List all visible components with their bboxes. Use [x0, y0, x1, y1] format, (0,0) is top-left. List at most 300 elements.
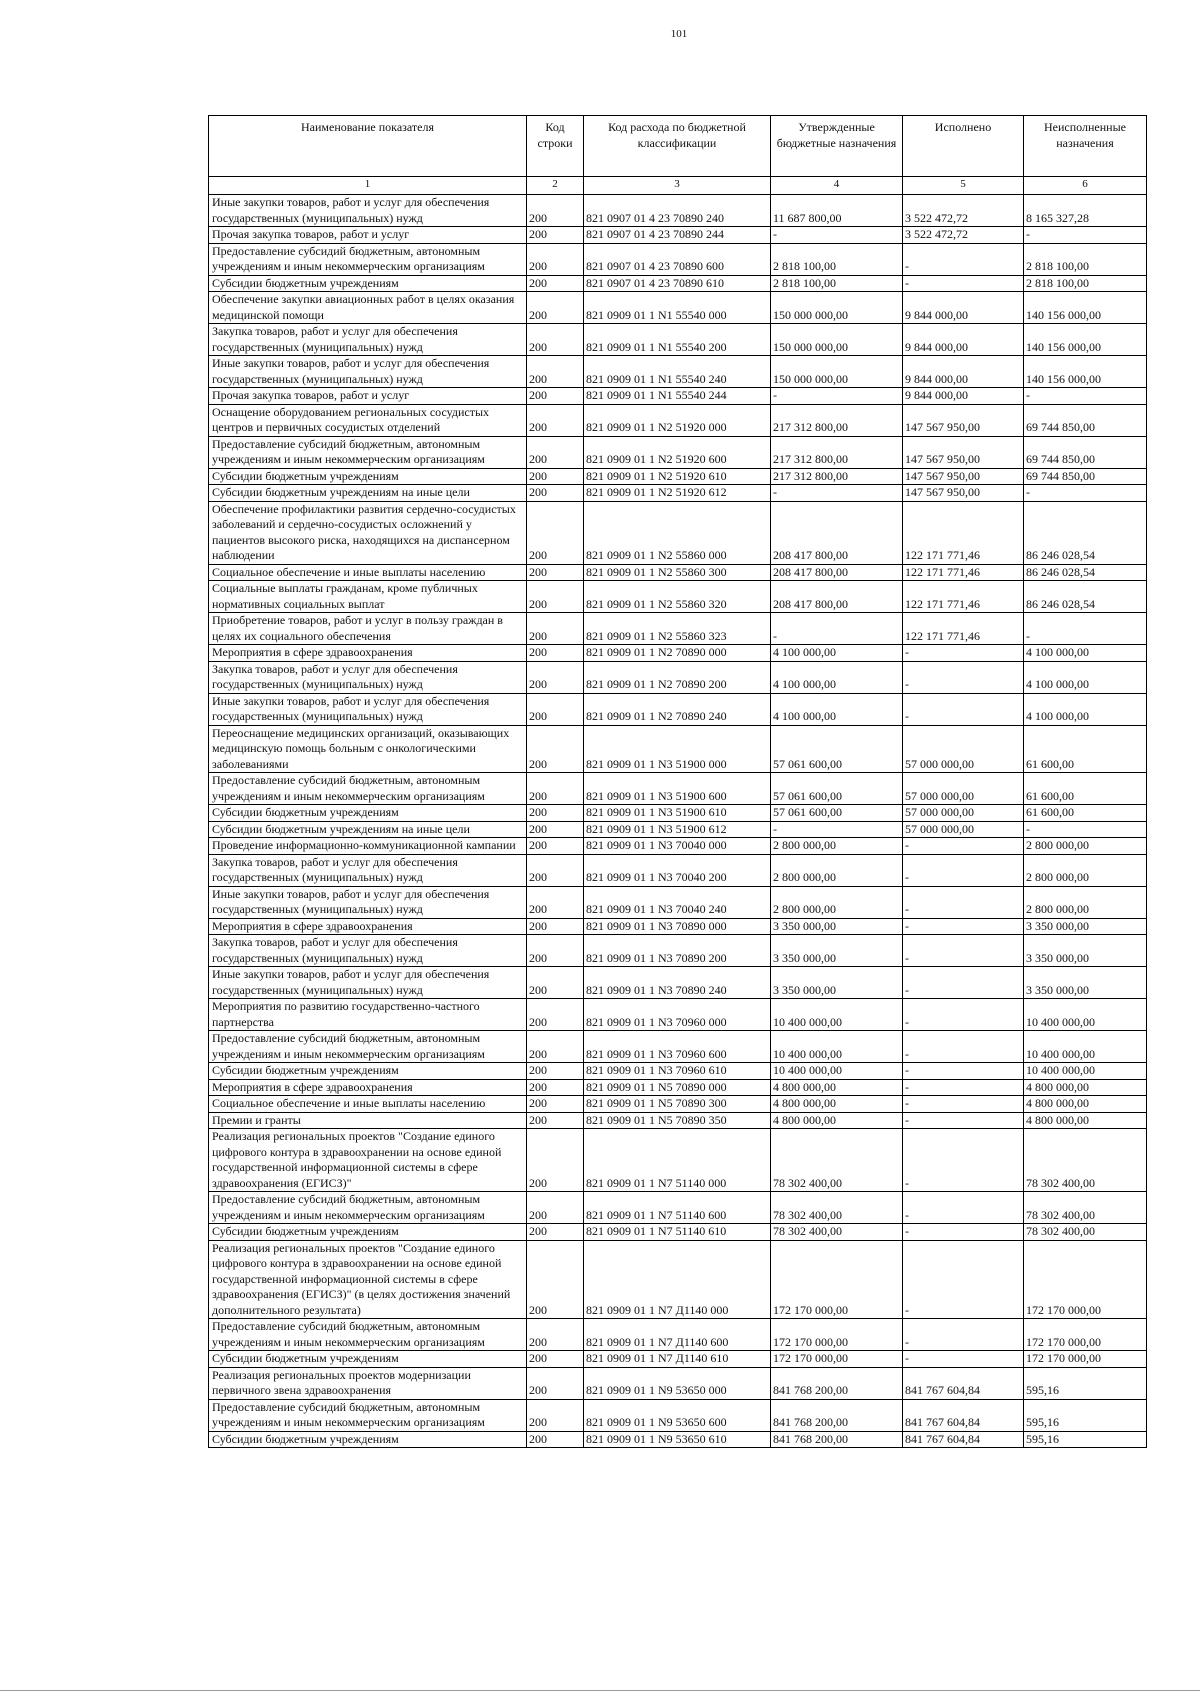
table-row [209, 773, 1147, 805]
cell-budget-code: 821 0909 01 1 N2 70890 200 [584, 661, 771, 693]
cell-executed: - [903, 1063, 1024, 1080]
cell-line-code: 200 [527, 388, 584, 405]
cell-approved: 841 768 200,00 [771, 1367, 903, 1399]
cell-unexecuted: 595,16 [1024, 1431, 1147, 1448]
budget-execution-table [208, 115, 1147, 1448]
cell-executed: - [903, 999, 1024, 1031]
cell-name: Закупка товаров, работ и услуг для обеспечения государственных (муниципальных) нужд [209, 854, 527, 886]
cell-unexecuted: 595,16 [1024, 1399, 1147, 1431]
cell-line-code: 200 [527, 1240, 584, 1319]
cell-approved: 57 061 600,00 [771, 805, 903, 822]
cell-executed: 147 567 950,00 [903, 436, 1024, 468]
cell-budget-code: 821 0909 01 1 N1 55540 200 [584, 324, 771, 356]
cell-name: Закупка товаров, работ и услуг для обеспечения государственных (муниципальных) нужд [209, 935, 527, 967]
cell-executed: 122 171 771,46 [903, 613, 1024, 645]
cell-unexecuted: 172 170 000,00 [1024, 1351, 1147, 1368]
cell-name: Субсидии бюджетным учреждениям [209, 1431, 527, 1448]
cell-executed: - [903, 661, 1024, 693]
table-row [209, 1192, 1147, 1224]
cell-budget-code: 821 0909 01 1 N2 51920 600 [584, 436, 771, 468]
cell-line-code: 200 [527, 1367, 584, 1399]
cell-unexecuted: 69 744 850,00 [1024, 468, 1147, 485]
cell-line-code: 200 [527, 324, 584, 356]
cell-approved: - [771, 613, 903, 645]
table-row [209, 838, 1147, 855]
cell-budget-code: 821 0909 01 1 N9 53650 000 [584, 1367, 771, 1399]
cell-budget-code: 821 0909 01 1 N1 55540 244 [584, 388, 771, 405]
cell-approved: - [771, 821, 903, 838]
table-body [209, 195, 1147, 1448]
cell-budget-code: 821 0909 01 1 N9 53650 610 [584, 1431, 771, 1448]
cell-name: Прочая закупка товаров, работ и услуг [209, 388, 527, 405]
cell-approved: 217 312 800,00 [771, 468, 903, 485]
cell-line-code: 200 [527, 999, 584, 1031]
table-row [209, 436, 1147, 468]
cell-unexecuted: 69 744 850,00 [1024, 436, 1147, 468]
cell-line-code: 200 [527, 661, 584, 693]
cell-name: Иные закупки товаров, работ и услуг для обеспечения государственных (муниципальных) нужд [209, 356, 527, 388]
cell-name: Переоснащение медицинских организаций, оказывающих медицинскую помощь больным с онкологическими заболеваниями [209, 725, 527, 773]
cell-approved: 208 417 800,00 [771, 564, 903, 581]
table-row [209, 404, 1147, 436]
table-row [209, 935, 1147, 967]
cell-name: Социальное обеспечение и иные выплаты населению [209, 564, 527, 581]
cell-budget-code: 821 0907 01 4 23 70890 240 [584, 195, 771, 227]
cell-approved: 150 000 000,00 [771, 292, 903, 324]
cell-executed: 147 567 950,00 [903, 468, 1024, 485]
cell-budget-code: 821 0909 01 1 N3 70960 610 [584, 1063, 771, 1080]
cell-approved: 2 818 100,00 [771, 243, 903, 275]
cell-approved: 4 100 000,00 [771, 661, 903, 693]
cell-name: Прочая закупка товаров, работ и услуг [209, 227, 527, 244]
cell-approved: - [771, 388, 903, 405]
cell-name: Закупка товаров, работ и услуг для обеспечения государственных (муниципальных) нужд [209, 324, 527, 356]
table-row [209, 1351, 1147, 1368]
cell-approved: 2 818 100,00 [771, 275, 903, 292]
cell-unexecuted: 2 800 000,00 [1024, 886, 1147, 918]
cell-unexecuted: 4 800 000,00 [1024, 1079, 1147, 1096]
cell-name: Обеспечение профилактики развития сердечно-сосудистых заболеваний и сердечно-сосудистых осложнений у пациентов высокого риска, находящихся на диспансерном наблюдении [209, 501, 527, 564]
cell-unexecuted: 61 600,00 [1024, 773, 1147, 805]
cell-budget-code: 821 0909 01 1 N2 55860 300 [584, 564, 771, 581]
cell-approved: 841 768 200,00 [771, 1431, 903, 1448]
table-row [209, 1399, 1147, 1431]
cell-line-code: 200 [527, 1224, 584, 1241]
cell-executed: 3 522 472,72 [903, 227, 1024, 244]
cell-line-code: 200 [527, 485, 584, 502]
table-row [209, 693, 1147, 725]
cell-line-code: 200 [527, 195, 584, 227]
cell-line-code: 200 [527, 773, 584, 805]
cell-budget-code: 821 0909 01 1 N3 70040 200 [584, 854, 771, 886]
cell-budget-code: 821 0909 01 1 N5 70890 350 [584, 1112, 771, 1129]
cell-unexecuted: 78 302 400,00 [1024, 1129, 1147, 1192]
cell-name: Премии и гранты [209, 1112, 527, 1129]
cell-budget-code: 821 0909 01 1 N3 51900 610 [584, 805, 771, 822]
table-row [209, 613, 1147, 645]
cell-unexecuted: 61 600,00 [1024, 805, 1147, 822]
cell-approved: 2 800 000,00 [771, 886, 903, 918]
cell-budget-code: 821 0909 01 1 N5 70890 000 [584, 1079, 771, 1096]
cell-line-code: 200 [527, 918, 584, 935]
cell-line-code: 200 [527, 1112, 584, 1129]
cell-budget-code: 821 0909 01 1 N3 51900 612 [584, 821, 771, 838]
cell-budget-code: 821 0909 01 1 N2 51920 612 [584, 485, 771, 502]
cell-executed: 147 567 950,00 [903, 485, 1024, 502]
column-number: 3 [584, 177, 771, 195]
cell-name: Предоставление субсидий бюджетным, автономным учреждениям и иным некоммерческим организациям [209, 243, 527, 275]
cell-budget-code: 821 0909 01 1 N2 51920 610 [584, 468, 771, 485]
cell-line-code: 200 [527, 1399, 584, 1431]
cell-name: Мероприятия в сфере здравоохранения [209, 918, 527, 935]
cell-unexecuted: 69 744 850,00 [1024, 404, 1147, 436]
cell-line-code: 200 [527, 275, 584, 292]
table-row [209, 645, 1147, 662]
cell-unexecuted: 10 400 000,00 [1024, 999, 1147, 1031]
cell-budget-code: 821 0909 01 1 N7 Д1140 600 [584, 1319, 771, 1351]
cell-approved: 172 170 000,00 [771, 1351, 903, 1368]
cell-approved: 4 800 000,00 [771, 1079, 903, 1096]
cell-unexecuted: 61 600,00 [1024, 725, 1147, 773]
cell-line-code: 200 [527, 693, 584, 725]
cell-approved: 78 302 400,00 [771, 1129, 903, 1192]
cell-line-code: 200 [527, 227, 584, 244]
cell-executed: 57 000 000,00 [903, 725, 1024, 773]
cell-budget-code: 821 0909 01 1 N3 70960 000 [584, 999, 771, 1031]
cell-executed: - [903, 1224, 1024, 1241]
cell-name: Предоставление субсидий бюджетным, автономным учреждениям и иным некоммерческим организациям [209, 1399, 527, 1431]
cell-name: Субсидии бюджетным учреждениям на иные цели [209, 485, 527, 502]
cell-unexecuted: 2 818 100,00 [1024, 243, 1147, 275]
cell-budget-code: 821 0909 01 1 N3 70890 240 [584, 967, 771, 999]
cell-budget-code: 821 0909 01 1 N3 70040 240 [584, 886, 771, 918]
cell-line-code: 200 [527, 725, 584, 773]
cell-unexecuted: 78 302 400,00 [1024, 1192, 1147, 1224]
column-number-row [209, 177, 1147, 195]
cell-executed: - [903, 243, 1024, 275]
cell-executed: - [903, 1240, 1024, 1319]
table-row [209, 195, 1147, 227]
cell-line-code: 200 [527, 356, 584, 388]
cell-name: Предоставление субсидий бюджетным, автономным учреждениям и иным некоммерческим организациям [209, 1031, 527, 1063]
cell-executed: - [903, 1079, 1024, 1096]
cell-executed: - [903, 935, 1024, 967]
cell-executed: 841 767 604,84 [903, 1367, 1024, 1399]
cell-line-code: 200 [527, 1063, 584, 1080]
cell-budget-code: 821 0909 01 1 N2 55860 320 [584, 581, 771, 613]
cell-approved: 172 170 000,00 [771, 1319, 903, 1351]
table-row [209, 1240, 1147, 1319]
cell-budget-code: 821 0909 01 1 N9 53650 600 [584, 1399, 771, 1431]
cell-name: Иные закупки товаров, работ и услуг для обеспечения государственных (муниципальных) нужд [209, 967, 527, 999]
table-row [209, 1096, 1147, 1113]
table-row [209, 1431, 1147, 1448]
table-row [209, 1129, 1147, 1192]
table-row [209, 501, 1147, 564]
cell-executed: 9 844 000,00 [903, 324, 1024, 356]
table-row [209, 388, 1147, 405]
cell-unexecuted: 595,16 [1024, 1367, 1147, 1399]
cell-unexecuted: 140 156 000,00 [1024, 292, 1147, 324]
cell-approved: 172 170 000,00 [771, 1240, 903, 1319]
cell-approved: 10 400 000,00 [771, 1063, 903, 1080]
cell-unexecuted: 4 100 000,00 [1024, 661, 1147, 693]
header-name: Наименование показателя [209, 116, 527, 177]
cell-executed: - [903, 693, 1024, 725]
cell-unexecuted: 2 800 000,00 [1024, 854, 1147, 886]
cell-line-code: 200 [527, 501, 584, 564]
cell-approved: 208 417 800,00 [771, 501, 903, 564]
cell-name: Субсидии бюджетным учреждениям [209, 275, 527, 292]
cell-budget-code: 821 0907 01 4 23 70890 600 [584, 243, 771, 275]
cell-executed: 57 000 000,00 [903, 773, 1024, 805]
cell-line-code: 200 [527, 436, 584, 468]
column-number: 6 [1024, 177, 1147, 195]
cell-line-code: 200 [527, 404, 584, 436]
cell-name: Иные закупки товаров, работ и услуг для обеспечения государственных (муниципальных) нужд [209, 693, 527, 725]
cell-unexecuted: - [1024, 388, 1147, 405]
cell-unexecuted: 4 100 000,00 [1024, 693, 1147, 725]
cell-approved: 841 768 200,00 [771, 1399, 903, 1431]
cell-name: Субсидии бюджетным учреждениям [209, 468, 527, 485]
table-row [209, 999, 1147, 1031]
cell-line-code: 200 [527, 581, 584, 613]
cell-approved: 2 800 000,00 [771, 838, 903, 855]
cell-name: Субсидии бюджетным учреждениям [209, 1063, 527, 1080]
cell-approved: - [771, 227, 903, 244]
page-number: 101 [670, 28, 688, 40]
cell-executed: - [903, 854, 1024, 886]
header-executed: Исполнено [903, 116, 1024, 177]
cell-budget-code: 821 0909 01 1 N2 70890 240 [584, 693, 771, 725]
table-row [209, 324, 1147, 356]
cell-line-code: 200 [527, 645, 584, 662]
cell-executed: - [903, 1319, 1024, 1351]
cell-name: Приобретение товаров, работ и услуг в пользу граждан в целях их социального обеспечения [209, 613, 527, 645]
cell-line-code: 200 [527, 1319, 584, 1351]
column-number: 1 [209, 177, 527, 195]
cell-unexecuted: 86 246 028,54 [1024, 501, 1147, 564]
cell-budget-code: 821 0909 01 1 N2 55860 323 [584, 613, 771, 645]
cell-line-code: 200 [527, 564, 584, 581]
page-bottom-line [0, 1690, 1200, 1691]
cell-executed: - [903, 645, 1024, 662]
cell-executed: - [903, 967, 1024, 999]
cell-name: Иные закупки товаров, работ и услуг для обеспечения государственных (муниципальных) нужд [209, 195, 527, 227]
table-row [209, 1063, 1147, 1080]
cell-line-code: 200 [527, 613, 584, 645]
cell-line-code: 200 [527, 854, 584, 886]
cell-executed: - [903, 1351, 1024, 1368]
cell-unexecuted: - [1024, 613, 1147, 645]
cell-executed: 9 844 000,00 [903, 388, 1024, 405]
cell-budget-code: 821 0907 01 4 23 70890 610 [584, 275, 771, 292]
cell-name: Субсидии бюджетным учреждениям [209, 1351, 527, 1368]
cell-line-code: 200 [527, 805, 584, 822]
table-row [209, 292, 1147, 324]
cell-executed: 147 567 950,00 [903, 404, 1024, 436]
cell-executed: - [903, 1192, 1024, 1224]
table-row [209, 275, 1147, 292]
table-row [209, 581, 1147, 613]
cell-name: Закупка товаров, работ и услуг для обеспечения государственных (муниципальных) нужд [209, 661, 527, 693]
cell-budget-code: 821 0909 01 1 N3 70960 600 [584, 1031, 771, 1063]
header-line-code: Код строки [527, 116, 584, 177]
table-row [209, 854, 1147, 886]
cell-unexecuted: 78 302 400,00 [1024, 1224, 1147, 1241]
cell-unexecuted: 3 350 000,00 [1024, 918, 1147, 935]
cell-executed: 57 000 000,00 [903, 821, 1024, 838]
cell-unexecuted: 2 800 000,00 [1024, 838, 1147, 855]
cell-line-code: 200 [527, 967, 584, 999]
cell-line-code: 200 [527, 1431, 584, 1448]
cell-name: Субсидии бюджетным учреждениям на иные цели [209, 821, 527, 838]
cell-name: Реализация региональных проектов "Создание единого цифрового контура в здравоохранении на основе единой государственной информационной системы в сфере здравоохранения (ЕГИСЗ)" [209, 1129, 527, 1192]
cell-approved: 4 100 000,00 [771, 645, 903, 662]
cell-line-code: 200 [527, 821, 584, 838]
cell-budget-code: 821 0909 01 1 N7 51140 000 [584, 1129, 771, 1192]
cell-budget-code: 821 0909 01 1 N2 51920 000 [584, 404, 771, 436]
cell-unexecuted: 10 400 000,00 [1024, 1031, 1147, 1063]
table-row [209, 243, 1147, 275]
table-row [209, 468, 1147, 485]
cell-unexecuted: 8 165 327,28 [1024, 195, 1147, 227]
cell-unexecuted: 140 156 000,00 [1024, 356, 1147, 388]
cell-line-code: 200 [527, 838, 584, 855]
cell-approved: 150 000 000,00 [771, 356, 903, 388]
table-row [209, 564, 1147, 581]
cell-line-code: 200 [527, 1129, 584, 1192]
cell-name: Предоставление субсидий бюджетным, автономным учреждениям и иным некоммерческим организациям [209, 1192, 527, 1224]
cell-approved: 2 800 000,00 [771, 854, 903, 886]
table-row [209, 356, 1147, 388]
cell-unexecuted: 172 170 000,00 [1024, 1240, 1147, 1319]
cell-budget-code: 821 0909 01 1 N3 70890 000 [584, 918, 771, 935]
table-row [209, 1112, 1147, 1129]
header-unexecuted: Неисполненные назначения [1024, 116, 1147, 177]
cell-unexecuted: 172 170 000,00 [1024, 1319, 1147, 1351]
cell-executed: 122 171 771,46 [903, 501, 1024, 564]
cell-approved: - [771, 485, 903, 502]
cell-name: Социальное обеспечение и иные выплаты населению [209, 1096, 527, 1113]
cell-executed: - [903, 1031, 1024, 1063]
cell-approved: 57 061 600,00 [771, 725, 903, 773]
cell-executed: - [903, 1129, 1024, 1192]
cell-name: Мероприятия по развитию государственно-частного партнерства [209, 999, 527, 1031]
cell-budget-code: 821 0909 01 1 N3 70040 000 [584, 838, 771, 855]
cell-budget-code: 821 0909 01 1 N7 51140 600 [584, 1192, 771, 1224]
cell-name: Оснащение оборудованием региональных сосудистых центров и первичных сосудистых отделений [209, 404, 527, 436]
table-row [209, 1367, 1147, 1399]
cell-budget-code: 821 0909 01 1 N2 70890 000 [584, 645, 771, 662]
column-number: 4 [771, 177, 903, 195]
cell-budget-code: 821 0909 01 1 N5 70890 300 [584, 1096, 771, 1113]
cell-name: Предоставление субсидий бюджетным, автономным учреждениям и иным некоммерческим организациям [209, 773, 527, 805]
cell-unexecuted: - [1024, 485, 1147, 502]
cell-approved: 3 350 000,00 [771, 918, 903, 935]
cell-unexecuted: 86 246 028,54 [1024, 581, 1147, 613]
cell-budget-code: 821 0909 01 1 N3 51900 000 [584, 725, 771, 773]
cell-name: Предоставление субсидий бюджетным, автономным учреждениям и иным некоммерческим организациям [209, 436, 527, 468]
cell-line-code: 200 [527, 1031, 584, 1063]
cell-name: Иные закупки товаров, работ и услуг для обеспечения государственных (муниципальных) нужд [209, 886, 527, 918]
cell-executed: 841 767 604,84 [903, 1431, 1024, 1448]
cell-executed: - [903, 886, 1024, 918]
cell-approved: 78 302 400,00 [771, 1224, 903, 1241]
cell-line-code: 200 [527, 1079, 584, 1096]
cell-name: Мероприятия в сфере здравоохранения [209, 645, 527, 662]
column-number: 5 [903, 177, 1024, 195]
table-row [209, 1224, 1147, 1241]
cell-unexecuted: 3 350 000,00 [1024, 935, 1147, 967]
cell-line-code: 200 [527, 292, 584, 324]
cell-executed: 9 844 000,00 [903, 292, 1024, 324]
cell-unexecuted: 4 800 000,00 [1024, 1096, 1147, 1113]
cell-approved: 3 350 000,00 [771, 967, 903, 999]
cell-executed: - [903, 838, 1024, 855]
cell-name: Проведение информационно-коммуникационной кампании [209, 838, 527, 855]
cell-approved: 10 400 000,00 [771, 999, 903, 1031]
table-row [209, 485, 1147, 502]
header-row [209, 116, 1147, 177]
cell-line-code: 200 [527, 1096, 584, 1113]
cell-unexecuted: 4 800 000,00 [1024, 1112, 1147, 1129]
cell-name: Реализация региональных проектов модернизации первичного звена здравоохранения [209, 1367, 527, 1399]
cell-line-code: 200 [527, 935, 584, 967]
cell-approved: 78 302 400,00 [771, 1192, 903, 1224]
cell-budget-code: 821 0909 01 1 N1 55540 000 [584, 292, 771, 324]
header-budget-code: Код расхода по бюджетной классификации [584, 116, 771, 177]
cell-budget-code: 821 0909 01 1 N3 70890 200 [584, 935, 771, 967]
cell-name: Реализация региональных проектов "Создание единого цифрового контура в здравоохранении на основе единой государственной информационной системы в сфере здравоохранения (ЕГИСЗ)" (в целях достижения значений дополнительного результата) [209, 1240, 527, 1319]
cell-unexecuted: - [1024, 227, 1147, 244]
cell-approved: 4 800 000,00 [771, 1112, 903, 1129]
cell-name: Обеспечение закупки авиационных работ в целях оказания медицинской помощи [209, 292, 527, 324]
cell-name: Социальные выплаты гражданам, кроме публичных нормативных социальных выплат [209, 581, 527, 613]
cell-name: Мероприятия в сфере здравоохранения [209, 1079, 527, 1096]
table-row [209, 821, 1147, 838]
table-row [209, 886, 1147, 918]
cell-budget-code: 821 0909 01 1 N3 51900 600 [584, 773, 771, 805]
cell-budget-code: 821 0909 01 1 N7 51140 610 [584, 1224, 771, 1241]
cell-unexecuted: - [1024, 821, 1147, 838]
cell-name: Субсидии бюджетным учреждениям [209, 805, 527, 822]
table-row [209, 1079, 1147, 1096]
cell-approved: 10 400 000,00 [771, 1031, 903, 1063]
cell-budget-code: 821 0909 01 1 N1 55540 240 [584, 356, 771, 388]
cell-approved: 217 312 800,00 [771, 436, 903, 468]
table-row [209, 1031, 1147, 1063]
cell-approved: 208 417 800,00 [771, 581, 903, 613]
cell-approved: 4 100 000,00 [771, 693, 903, 725]
cell-budget-code: 821 0909 01 1 N7 Д1140 000 [584, 1240, 771, 1319]
cell-approved: 4 800 000,00 [771, 1096, 903, 1113]
cell-budget-code: 821 0909 01 1 N2 55860 000 [584, 501, 771, 564]
cell-executed: - [903, 918, 1024, 935]
table-row [209, 227, 1147, 244]
cell-line-code: 200 [527, 243, 584, 275]
cell-executed: 122 171 771,46 [903, 581, 1024, 613]
column-number: 2 [527, 177, 584, 195]
cell-executed: - [903, 275, 1024, 292]
cell-approved: 57 061 600,00 [771, 773, 903, 805]
table-row [209, 918, 1147, 935]
cell-line-code: 200 [527, 468, 584, 485]
cell-name: Субсидии бюджетным учреждениям [209, 1224, 527, 1241]
table-row [209, 1319, 1147, 1351]
cell-executed: 122 171 771,46 [903, 564, 1024, 581]
cell-unexecuted: 86 246 028,54 [1024, 564, 1147, 581]
